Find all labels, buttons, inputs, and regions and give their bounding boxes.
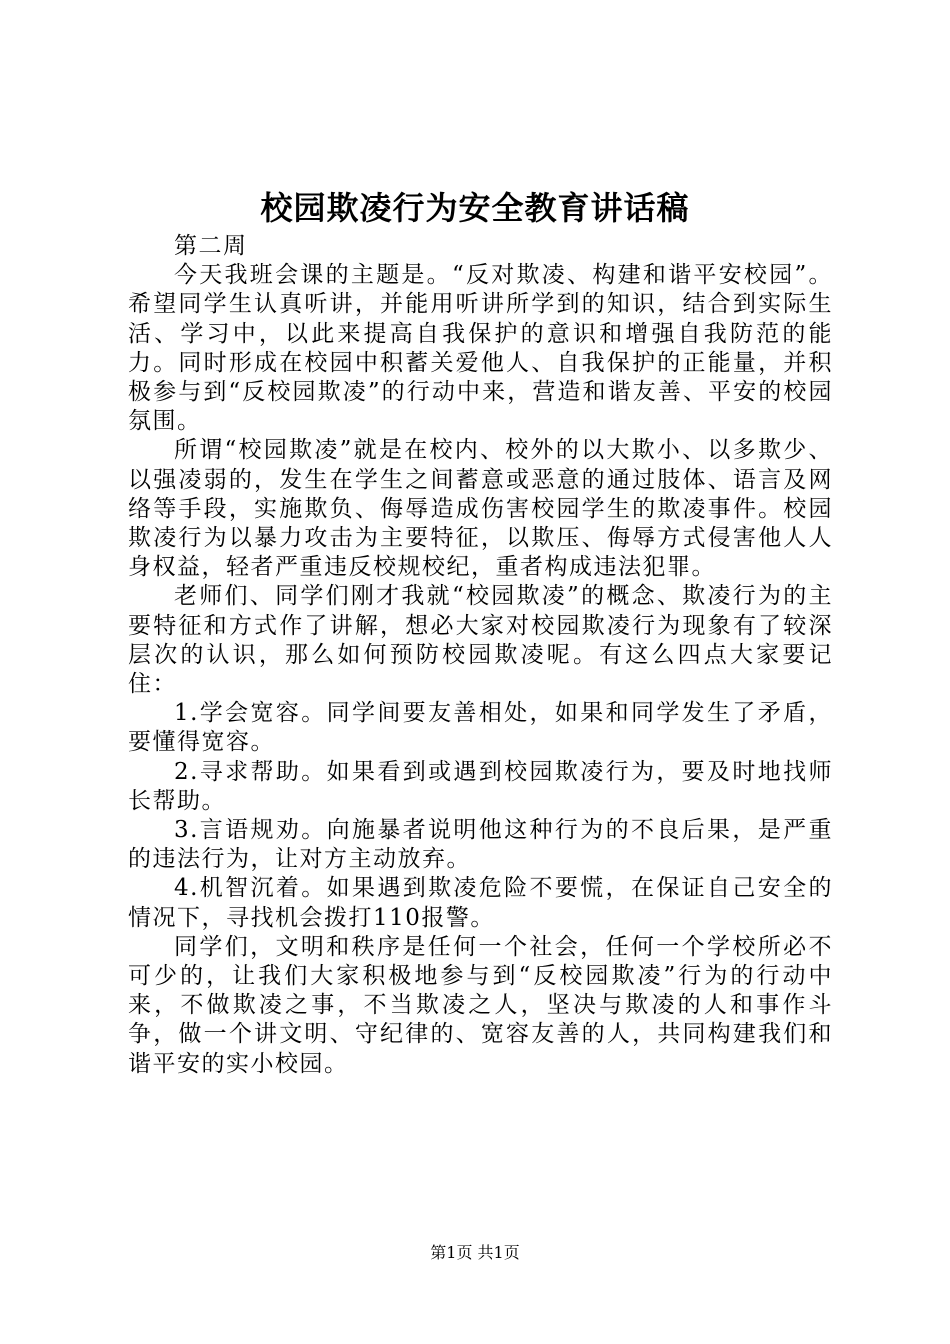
paragraph-definition: 所谓“校园欺凌”就是在校内、校外的以大欺小、以多欺少、以强凌弱的，发生在学生之间蓄意或恶意的通过肢体、语言及网络等手段，实施欺负、侮辱造成伤害校园学生的欺凌事件。校园欺凌行为以暴力攻击为主要特征，以欺压、侮辱方式侵害他人人身权益，轻者严重违反校规校纪，重者构成违法犯罪。 — [128, 437, 833, 581]
list-item-3: 3.言语规劝。向施暴者说明他这种行为的不良后果，是严重的违法行为，让对方主动放弃。 — [128, 817, 833, 873]
list-item-4: 4.机智沉着。如果遇到欺凌危险不要慌，在保证自己安全的情况下，寻找机会拨打110报警。 — [128, 875, 833, 931]
page-footer: 第1页 共1页 — [430, 1243, 520, 1262]
paragraph-conclusion: 同学们，文明和秩序是任何一个社会，任何一个学校所必不可少的，让我们大家积极地参与到“反校园欺凌”行为的行动中来，不做欺凌之事，不当欺凌之人，坚决与欺凌的人和事作斗争，做一个讲文明、守纪律的、宽容友善的人，共同构建我们和谐平安的实小校园。 — [128, 933, 833, 1077]
paragraph-week: 第二周 — [174, 233, 248, 259]
document-title: 校园欺凌行为安全教育讲话稿 — [260, 189, 690, 227]
document-body — [128, 232, 833, 1079]
list-item-2: 2.寻求帮助。如果看到或遇到校园欺凌行为，要及时地找师长帮助。 — [128, 758, 833, 814]
list-item-1: 1.学会宽容。同学间要友善相处，如果和同学发生了矛盾，要懂得宽容。 — [128, 700, 833, 756]
paragraph-intro: 今天我班会课的主题是。“反对欺凌、构建和谐平安校园”。希望同学生认真听讲，并能用听讲所学到的知识，结合到实际生活、学习中，以此来提高自我保护的意识和增强自我防范的能力。同时形成在校园中积蓄关爱他人、自我保护的正能量，并积极参与到“反校园欺凌”的行动中来，营造和谐友善、平安的校园氛围。 — [128, 262, 833, 435]
paragraph-transition: 老师们、同学们刚才我就“校园欺凌”的概念、欺凌行为的主要特征和方式作了讲解，想必大家对校园欺凌行为现象有了较深层次的认识，那么如何预防校园欺凌呢。有这么四点大家要记住： — [128, 583, 833, 698]
